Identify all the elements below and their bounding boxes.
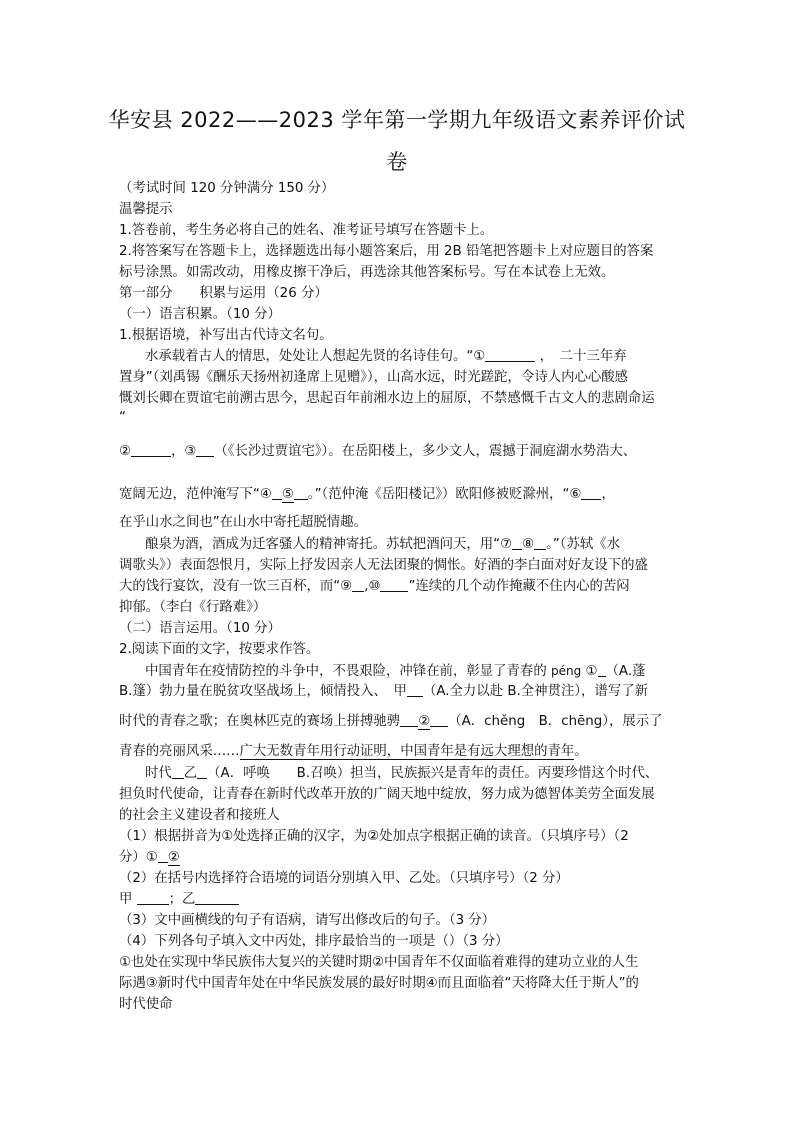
tip-2-line-1: 2.将答案写在答题卡上，选择题选出每小题答案后，用 2B 铅笔把答题卡上对应题目的答案 <box>119 244 654 259</box>
p3-line-4: 青春的亮丽风采……广大无数青年用行动证明，中国青年是有远大理想的青年。 <box>119 744 588 759</box>
sub-question-1-line-2: 分）① ② <box>119 850 180 865</box>
option-line-3: 时代使命 <box>119 997 173 1012</box>
p1-line-5: ② ，③ （《长沙过贾谊宅》）。在岳阳楼上，多少文人，震撼于洞庭湖水势浩大、 <box>119 444 637 459</box>
blank-yi-left[interactable] <box>172 765 184 779</box>
blank-5[interactable] <box>294 486 308 500</box>
p1-line-6: 宽阔无边，范仲淹写下“④ ⑤ 。”（范仲淹《岳阳楼记》）欧阳修被贬滁州，“⑥ ， <box>119 487 615 502</box>
blank-p2-left[interactable] <box>400 713 418 727</box>
blank-yi-right[interactable] <box>197 765 207 779</box>
exam-info: （考试时间 120 分钟满分 150 分） <box>119 181 335 196</box>
sub-question-1-line-1: （1）根据拼音为①处选择正确的汉字，为②处加点字根据正确的读音。（只填序号）（2 <box>119 829 629 844</box>
blank-4[interactable] <box>272 486 282 500</box>
blank-3[interactable] <box>196 443 214 457</box>
title-line-2: 卷 <box>386 150 408 174</box>
option-line-2: 际遇③新时代中国青年处在中华民族发展的最好时期④而且面临着“天将降大任于斯人”的 <box>119 976 639 991</box>
p3-line-2: B.篷）勃力量在脱贫攻坚战场上，倾情投入、 甲 （A.全力以赴 B.全神贯注），谱写了新 <box>119 684 648 699</box>
blank-9[interactable] <box>352 578 364 592</box>
p3-line-1: 中国青年在疫情防控的斗争中，不畏艰险，冲锋在前，彰显了青春的 péng ① （A.蓬 <box>145 664 646 679</box>
p2-line-1: 酿泉为酒，酒成为迁客骚人的精神寄托。苏轼把酒问天，用“⑦ ⑧ 。”（苏轼《水 <box>145 537 621 552</box>
blank-1[interactable] <box>485 348 535 362</box>
section-1-heading: （一）语言积累。（10 分） <box>119 307 281 322</box>
question-1-title: 1.根据语境，补写出古代诗文名句。 <box>119 328 333 343</box>
p1-line-1: 水承载着古人的情思，处处让人想起先贤的名诗佳句。“① ， 二十三年弃 <box>145 349 627 364</box>
option-line-1: ①也处在实现中华民族伟大复兴的关键时期②中国青年不仅面临着难得的建功立业的人生 <box>119 955 639 970</box>
p1-line-3: 慨刘长卿在贾谊宅前溯古思今，思起百年前湘水边上的屈原，不禁感慨千古文人的悲剧命运 <box>119 391 655 406</box>
p1-line-7: 在乎山水之间也”在山水中寄托超脱情趣。 <box>119 515 367 530</box>
underlined-sentence: 广大无数青年用行动证明，中国青年是有远大理想的青年 <box>239 744 575 759</box>
question-2-title: 2.阅读下面的文字，按要求作答。 <box>119 642 320 657</box>
blank-p1[interactable] <box>598 663 606 677</box>
p3-line-5: 时代 乙 （A．呼唤 B.召唤）担当，民族振兴是青年的责任。丙要珍惜这个时代、 <box>145 766 659 781</box>
tip-1: 1.答卷前，考生务必将自己的姓名、准考证号填写在答题卡上。 <box>119 223 494 238</box>
p3-line-3: 时代的青春之歌；在奥林匹克的赛场上拼搏驰骋 ② （A．chěng B．chēng），展示了 <box>119 714 663 729</box>
pinyin-peng: péng <box>550 664 582 678</box>
sub-question-2-answer: 甲 ；乙 <box>119 891 239 909</box>
blank-p2-right[interactable] <box>430 713 448 727</box>
p2-line-4: 抑郁。（李白《行路难》） <box>119 600 267 615</box>
blank-2[interactable] <box>131 443 171 457</box>
blank-10[interactable] <box>380 578 408 592</box>
answer-blank-yi[interactable] <box>195 891 239 905</box>
blank-8[interactable] <box>534 536 546 550</box>
blank-7[interactable] <box>512 536 522 550</box>
p3-line-7: 的社会主义建设者和接班人 <box>119 808 280 823</box>
p1-line-4: “ <box>119 410 126 425</box>
part1-heading: 第一部分 积累与运用（26 分） <box>119 286 328 301</box>
title-line-1: 华安县 2022——2023 学年第一学期九年级语文素养评价试 <box>108 108 686 132</box>
sub-question-4: （4）下列各句子填入文中丙处，排序最恰当的一项是（）（3 分） <box>119 934 509 949</box>
tip-2-line-2: 标号涂黑。如需改动，用橡皮擦干净后，再选涂其他答案标号。写在本试卷上无效。 <box>119 265 615 280</box>
blank-6[interactable] <box>581 486 601 500</box>
tips-heading: 温馨提示 <box>119 202 173 217</box>
sub-question-2: （2）在括号内选择符合语境的词语分别填入甲、乙处。（只填序号）（2 分） <box>119 871 569 886</box>
p2-line-3: 大的饯行宴饮，没有一饮三百杯，而“⑨ ,⑩ ”连续的几个动作掩藏不住内心的苦闷 <box>119 579 630 594</box>
answer-blank-1[interactable] <box>158 849 168 863</box>
answer-blank-jia[interactable] <box>137 891 169 905</box>
p1-line-2: 置身”（刘禹锡《酬乐天扬州初逢席上见赠》），山高水远，时光蹉跎，令诗人内心心酸感 <box>119 370 629 385</box>
blank-jia[interactable] <box>407 683 423 697</box>
p2-line-2: 调歌头》）表面怨恨月，实际上抒发因亲人无法团聚的惆怅。好酒的李白面对好友设下的盛 <box>119 558 648 573</box>
section-2-heading: （二）语言运用。（10 分） <box>119 621 281 636</box>
sub-question-3: （3）文中画横线的句子有语病，请写出修改后的句子。（3 分） <box>119 913 496 928</box>
p3-line-6: 担负时代使命，让青春在新时代改革开放的广阔天地中绽放，努力成为德智体美劳全面发展 <box>119 787 655 802</box>
